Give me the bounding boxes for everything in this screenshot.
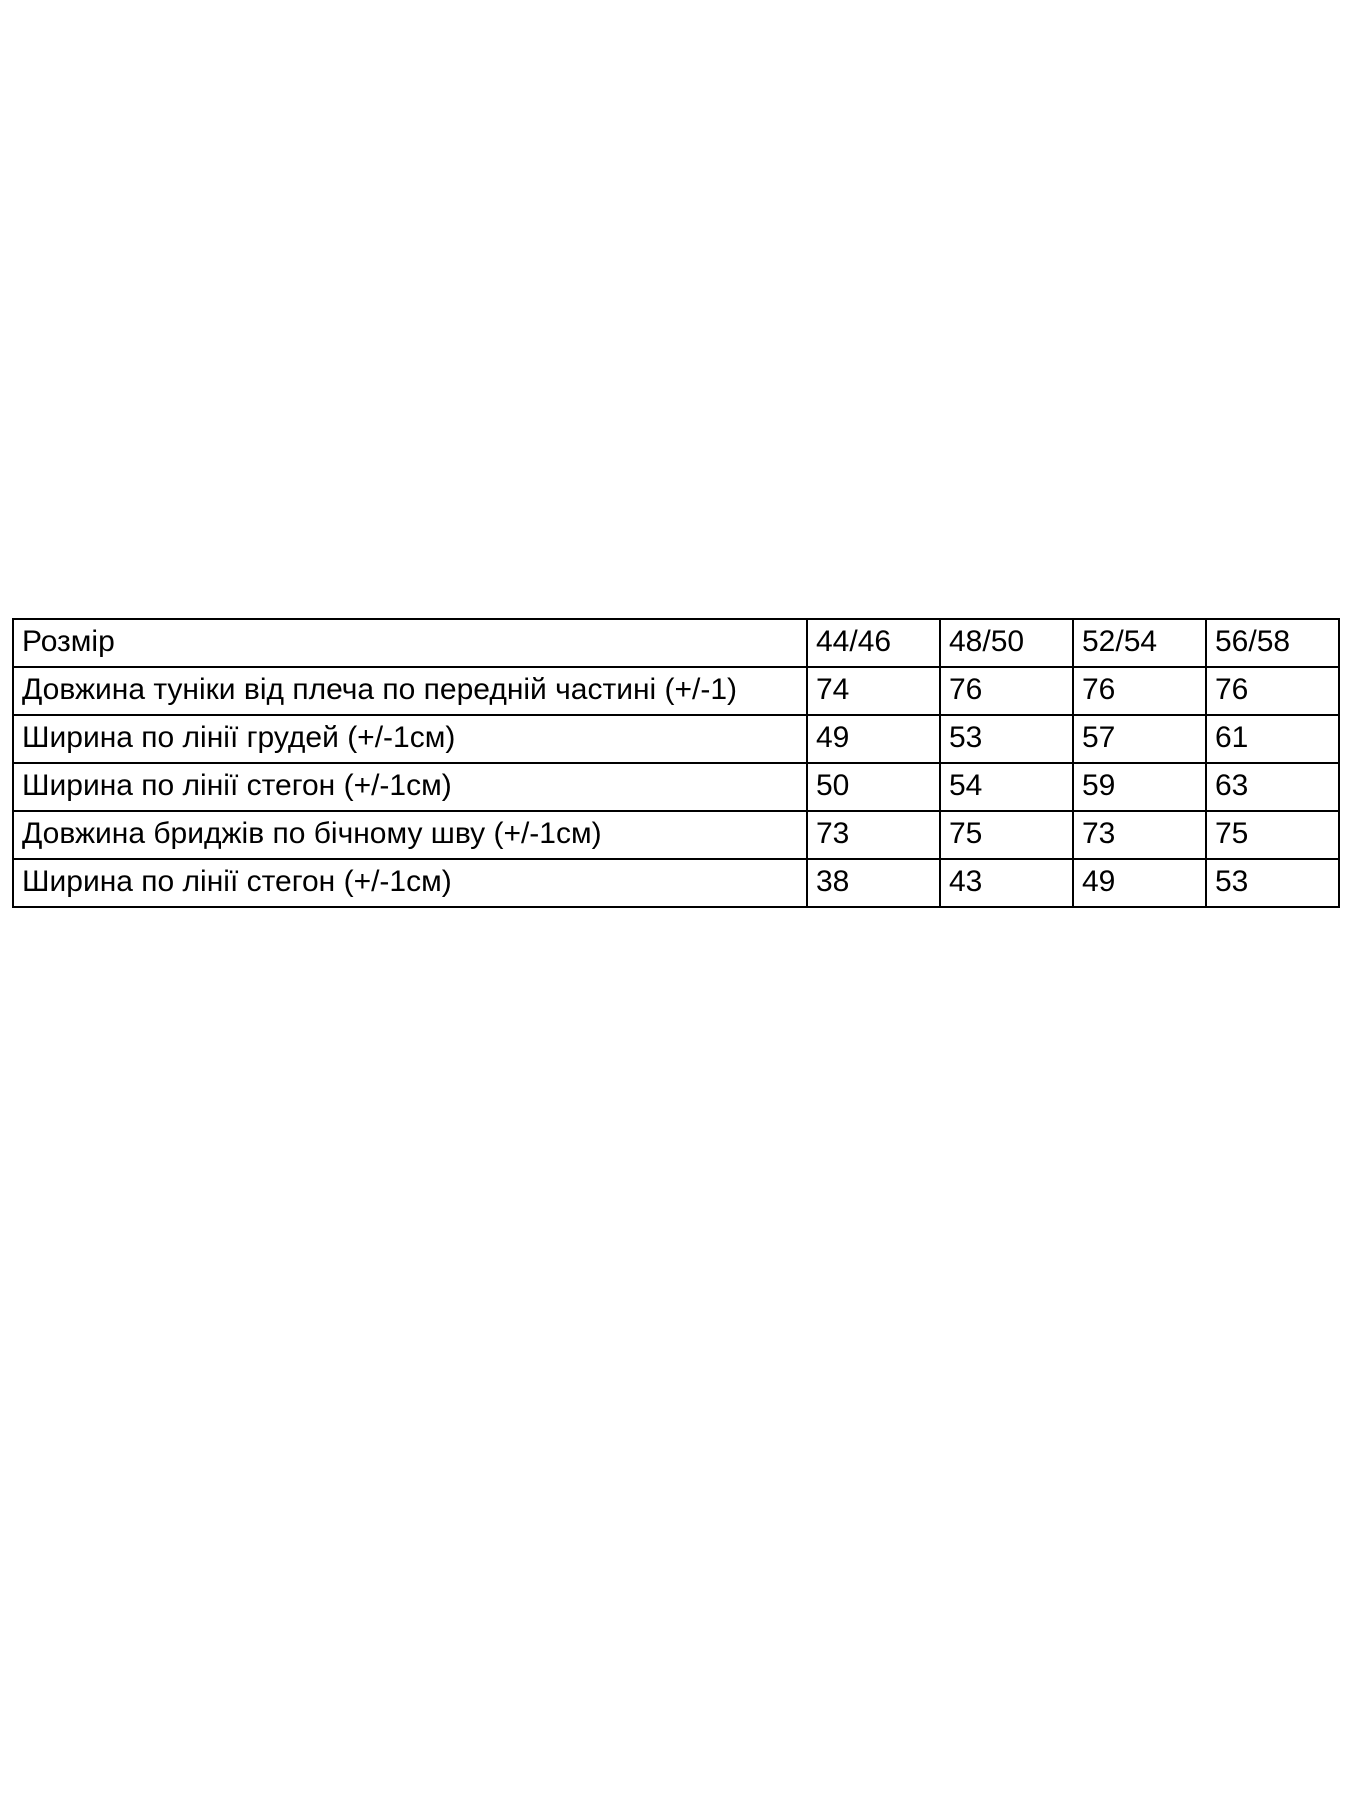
row-value: 76	[1073, 667, 1206, 715]
row-value: 43	[940, 859, 1073, 907]
row-value: 49	[807, 715, 940, 763]
table-row	[13, 811, 1339, 859]
row-value: 74	[807, 667, 940, 715]
header-cell-label: Розмір	[13, 619, 807, 667]
size-chart-table	[12, 618, 1340, 908]
row-value: 38	[807, 859, 940, 907]
table-row	[13, 763, 1339, 811]
row-value: 49	[1073, 859, 1206, 907]
row-label: Ширина по лінії стегон (+/-1см)	[13, 859, 807, 907]
row-label: Ширина по лінії грудей (+/-1см)	[13, 715, 807, 763]
row-value: 73	[1073, 811, 1206, 859]
row-value: 63	[1206, 763, 1339, 811]
header-cell-size-2: 48/50	[940, 619, 1073, 667]
row-value: 73	[807, 811, 940, 859]
row-value: 75	[1206, 811, 1339, 859]
table-header-row	[13, 619, 1339, 667]
table-row	[13, 715, 1339, 763]
header-cell-size-4: 56/58	[1206, 619, 1339, 667]
row-label: Довжина туніки від плеча по передній частині (+/-1)	[13, 667, 807, 715]
header-cell-size-1: 44/46	[807, 619, 940, 667]
table-row	[13, 859, 1339, 907]
row-value: 76	[1206, 667, 1339, 715]
row-value: 75	[940, 811, 1073, 859]
row-label: Ширина по лінії стегон (+/-1см)	[13, 763, 807, 811]
table-row	[13, 667, 1339, 715]
row-value: 53	[1206, 859, 1339, 907]
row-value: 57	[1073, 715, 1206, 763]
size-chart-container	[12, 618, 1338, 908]
row-value: 53	[940, 715, 1073, 763]
row-value: 54	[940, 763, 1073, 811]
row-value: 76	[940, 667, 1073, 715]
row-label: Довжина бриджів по бічному шву (+/-1см)	[13, 811, 807, 859]
row-value: 59	[1073, 763, 1206, 811]
row-value: 61	[1206, 715, 1339, 763]
row-value: 50	[807, 763, 940, 811]
header-cell-size-3: 52/54	[1073, 619, 1206, 667]
